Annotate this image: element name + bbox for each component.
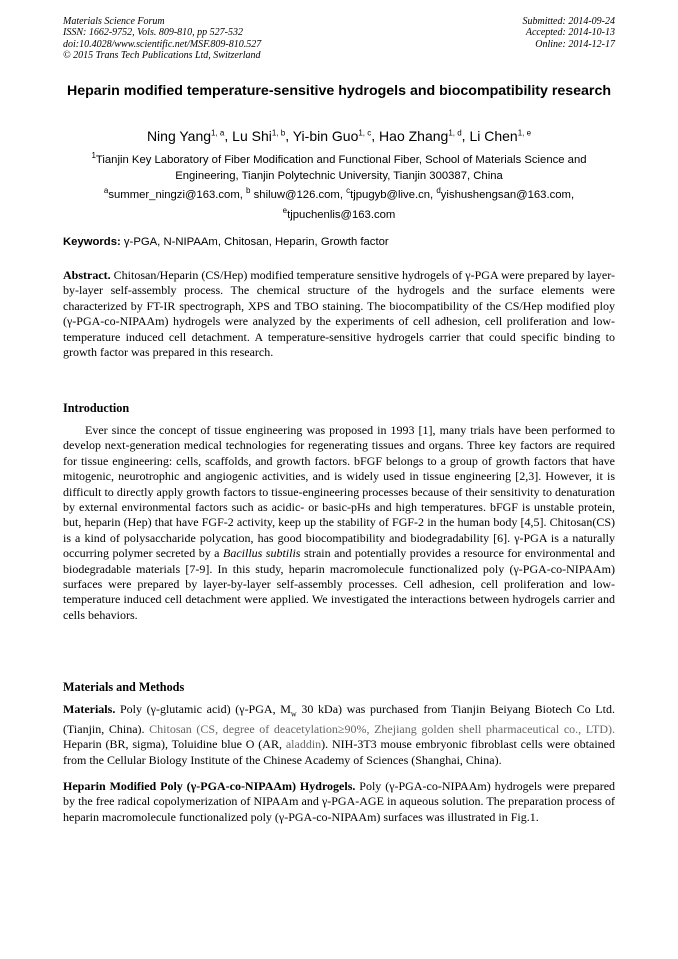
- materials-paragraph: Materials. Poly (γ-glutamic acid) (γ-PGA, $M_w$ 30 kDa) was purchased from Tianjin Beiyang Biotech Co Ltd. (Tianjin, China). Chitosan (CS, degree of deacetylation≥90%, Zhejiang golden shell pharmaceutical co., LTD). Heparin (BR, sigma), Toluidine blue O (AR, aladdin). NIH-3T3 mouse embryonic fibroblast cells were obtained from the Cellular Biology Institute of the Chinese Academy of Sciences (Shanghai, China).: [63, 702, 615, 767]
- keywords-label: Keywords:: [63, 236, 121, 248]
- issn-line: ISSN: 1662-9752, Vols. 809-810, pp 527-532: [63, 27, 243, 39]
- author: Yi-bin Guo$^{1, c}$: [292, 127, 372, 144]
- introduction-heading: Introduction: [63, 401, 130, 415]
- abstract: [63, 268, 615, 360]
- paper-title: Heparin modified temperature-sensitive hydrogels and biocompatibility research: [67, 83, 611, 99]
- email-link[interactable]: $^c$tjpugyb@live.cn: [346, 186, 431, 201]
- keywords: [63, 235, 615, 250]
- email-link[interactable]: $^a$summer_ningzi@163.com: [103, 186, 240, 201]
- materials-label: Materials.: [63, 702, 116, 716]
- methods-heading: Materials and Methods: [63, 680, 185, 694]
- email-link[interactable]: $^b$ shiluw@126.com: [246, 186, 340, 201]
- author: Lu Shi$^{1, b}$: [232, 127, 286, 144]
- affiliation: $^1$Tianjin Key Laboratory of Fiber Modification and Functional Fiber, School of Materials Science and Engineering, Tianjin Polytechnic University, Tianjin 300387, China: [91, 151, 587, 182]
- introduction-paragraph: Ever since the concept of tissue engineering was proposed in 1993 [1], many trials have been performed to develop next-generation medical technologies for regenerating tissues and organs. Three key factors are required for tissue engineering: cells, scaffolds, and growth factors. bFGF belongs to a group of growth factors that have mitogenic, neurotrophic and angiogenic activities, and is widely used in tissue engineering [2,3]. However, it is difficult to directly apply growth factors to tissue-engineering processes because of their sensitivity to denaturation by external environmental factors such as acidic- or basic-pHs and high temperatures. bFGF is unstable protein, but, heparin (Hep) that have FGF-2 activity, keep up the stability of FGF-2 in the human body [4,5]. Chitosan(CS) is a kind of polysaccharide polycation, has good biocompatibility and biodegradability [6]. γ-PGA is a naturally occurring polymer secreted by a Bacillus subtilis strain and potentially provides a resource for environmental and biodegradable materials [7-9]. In this study, heparin macromolecule functionalized poly (γ-PGA-co-NIPAAm) surfaces were prepared by layer-by-layer self-assembly processes. Cell adhesion, cell proliferation and low-temperature induced cell detachment were applied. We investigated the interactions between hydrogels carrier and cells behaviors.: [63, 423, 616, 622]
- submission-dates: [523, 16, 616, 50]
- abstract-text: Chitosan/Heparin (CS/Hep) modified temperature sensitive hydrogels of γ-PGA were prepared by layer-by-layer self-assembly process. The chemical structure of the hydrogels and the surface elements were characterized by FT-IR spectrograph, XPS and TBO staining. The biocompatibility of the CS/Hep modified ploy (γ-PGA-co-NIPAAm) hydrogels were analyzed by the experiments of cell adhesion, cell proliferation and low-temperature induced cell detachment. A temperature-sensitive hydrogels carrier that could specific binding to growth factor was prepared in this research.: [63, 268, 615, 360]
- author-list: Ning Yang$^{1, a}$, Lu Shi$^{1, b}$, Yi-bin Guo$^{1, c}$, Hao Zhang$^{1, d}$, Li Chen$^{1, e}$: [146, 127, 532, 144]
- email-list: $^a$summer_ningzi@163.com, $^b$ shiluw@126.com, $^c$tjpugyb@live.cn, $^d$yishushengsan@163.com, $^e$tjpuchenlis@163.com: [103, 186, 575, 221]
- journal-name: Materials Science Forum: [63, 16, 165, 27]
- journal-info: [63, 16, 261, 62]
- author: Li Chen$^{1, e}$: [469, 127, 532, 144]
- species-name: Bacillus subtilis: [223, 546, 301, 561]
- heparin-hydrogel-label: Heparin Modified Poly (γ-PGA-co-NIPAAm) Hydrogels.: [63, 779, 356, 793]
- author: Ning Yang$^{1, a}$: [146, 127, 225, 144]
- author: Hao Zhang$^{1, d}$: [379, 127, 462, 144]
- accepted-date: Accepted: 2014-10-13: [525, 27, 615, 39]
- keywords-text: γ-PGA, N-NIPAAm, Chitosan, Heparin, Growth factor: [123, 236, 389, 248]
- email-link[interactable]: $^e$tjpuchenlis@163.com: [282, 205, 396, 221]
- submitted-date: Submitted: 2014-09-24: [522, 16, 615, 27]
- copyright-line: © 2015 Trans Tech Publications Ltd, Switzerland: [63, 50, 261, 62]
- heparin-hydrogel-paragraph: Heparin Modified Poly (γ-PGA-co-NIPAAm) Hydrogels. Poly (γ-PGA-co-NIPAAm) hydrogels were prepared by the free radical copolymerization of NIPAAm and γ-PGA-AGE in aqueous solution. The preparation process of heparin macromolecule functionalized poly (γ-PGA-co-NIPAAm) surfaces was illustrated in Fig.1.: [63, 779, 616, 824]
- online-date: Online: 2014-12-17: [535, 38, 615, 50]
- doi-line: doi:10.4028/www.scientific.net/MSF.809-810.527: [63, 38, 262, 50]
- abstract-label: Abstract.: [63, 268, 111, 282]
- email-link[interactable]: $^d$yishushengsan@163.com: [436, 186, 571, 201]
